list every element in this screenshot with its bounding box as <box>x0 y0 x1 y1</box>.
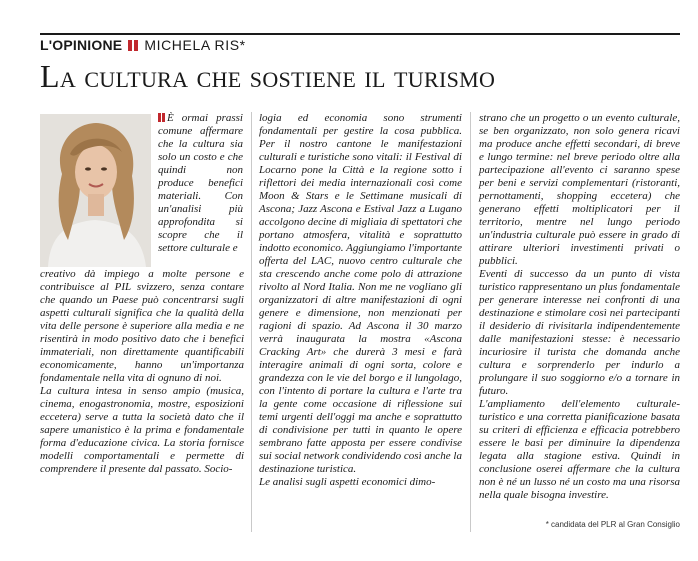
header-bar <box>40 33 680 57</box>
article-paragraph: Eventi di successo da un punto di vista turistico rappresentano un plus fondamentale per generare interesse nei confronti di una destinazione e stimolare così nei partecipanti il desiderio di rivisitarla indipendentemente dalle manifestazioni stesse: è necessario incuriosire il turista che domanda anche cultura e sorprenderlo per indurlo a prolungare il suo soggiorno e/o a tornare in futuro. <box>479 268 680 397</box>
marker-icon <box>128 40 138 51</box>
author-name: MICHELA RIS* <box>144 37 246 53</box>
article-paragraph: La cultura intesa in senso ampio (musica, cinema, enogastronomia, mostre, esposizioni eccetera) serve a tutta la società dato che il sapere umanistico è la prima e fondamentale forma d'educazione civica. La storia fornisce modelli comportamentali e permette di comprendere il presente dal passato. Socio- <box>40 385 244 475</box>
article-column-2 <box>259 112 462 489</box>
article-column-3 <box>479 112 680 502</box>
article-title: La cultura che sostiene il turismo <box>40 58 496 94</box>
article-paragraph: logia ed economia sono strumenti fondamentali per gestire la cosa pubblica. Per il nostro cantone le manifestazioni culturali e turistiche sono vitali: il Festival di Locarno pone la Città e la regione sotto i riflettori dei media internazionali così come Moon & Stars e le Settimane musicali di Ascona; Jazz Ascona e Estival Jazz a Lugano accolgono decine di migliaia di spettatori che portano atmosfera, vitalità e soprattutto indotto economico. Aggiungiamo l'importante offerta del LAC, nuovo centro culturale che sta crescendo anche come polo di attrazione rivolto al Nord Italia. Non me ne vogliano gli organizzatori di altre manifestazioni di ogni genere e dimensione, non menzionati per ragioni di spazio. Ad Ascona il 30 marzo verrà inaugurata la mostra «Ascona Cracking Art» che durerà 3 mesi e farà interagire animali di ogni sorta, colore e grandezza con le vie del borgo e il lungolago, con l'intento di portare la cultura e l'arte tra la gente come occasione di riflessione sui temi urgenti dell'oggi ma anche e soprattutto di condivisione per tutti in quanto le opere sembrano fatte apposta per essere condivise sui social network condividendo così anche la destinazione turistica. <box>259 112 462 475</box>
article-paragraph: Le analisi sugli aspetti economici dimo- <box>259 476 436 488</box>
article-column-1-top <box>158 112 243 255</box>
column-divider <box>251 112 252 532</box>
article-start-marker-icon <box>158 113 165 122</box>
article-paragraph: L'ampliamento dell'elemento culturale-turistico e una corretta pianificazione basata su criteri di efficienza e efficacia potrebbero essere le basi per diminuire la dipendenza legata alla stagione estiva. Quindi in conclusione oserei affermare che la cultura non è né un lusso né un costo ma una risorsa nella quale bisogna investire. <box>479 398 680 501</box>
article-paragraph: È ormai prassi comune affermare che la cultura sia solo un costo e che quindi non produce benefici materiali. Con un'analisi più approfondita si scopre che il settore culturale e <box>158 112 243 254</box>
section-label: L'OPINIONE <box>40 37 123 53</box>
header-label <box>40 37 246 53</box>
author-photo <box>40 114 151 267</box>
author-footnote: * candidata del PLR al Gran Consiglio <box>545 520 680 529</box>
article-paragraph: creativo dà impiego a molte persone e contribuisce al PIL svizzero, senza contare che quando un Paese può concentrarsi sugli aspetti culturali significa che la qualità della vita delle persone è superiore alla media e ne risentirà in modo positivo dato che i benefici immateriali, non direttamente quantificabili economicamente, hanno un'importanza fondamentale nella vita di ognuno di noi. <box>40 268 244 384</box>
column-divider <box>470 112 471 532</box>
article-column-1-bottom <box>40 268 244 476</box>
article-paragraph: strano che un progetto o un evento culturale, se ben organizzato, non solo genera ricavi ma produce anche effetti secondari, di breve e lungo termine: nel breve periodo oltre alla partecipazione all'evento ci saranno spese per beni e servizi complementari (ristoranti, pernottamenti, shopping eccetera) che generano effetti moltiplicatori per il territorio, mentre nel lungo periodo un'industria culturale può essere in grado di attirare ulteriori investimenti privati o pubblici. <box>479 112 680 267</box>
